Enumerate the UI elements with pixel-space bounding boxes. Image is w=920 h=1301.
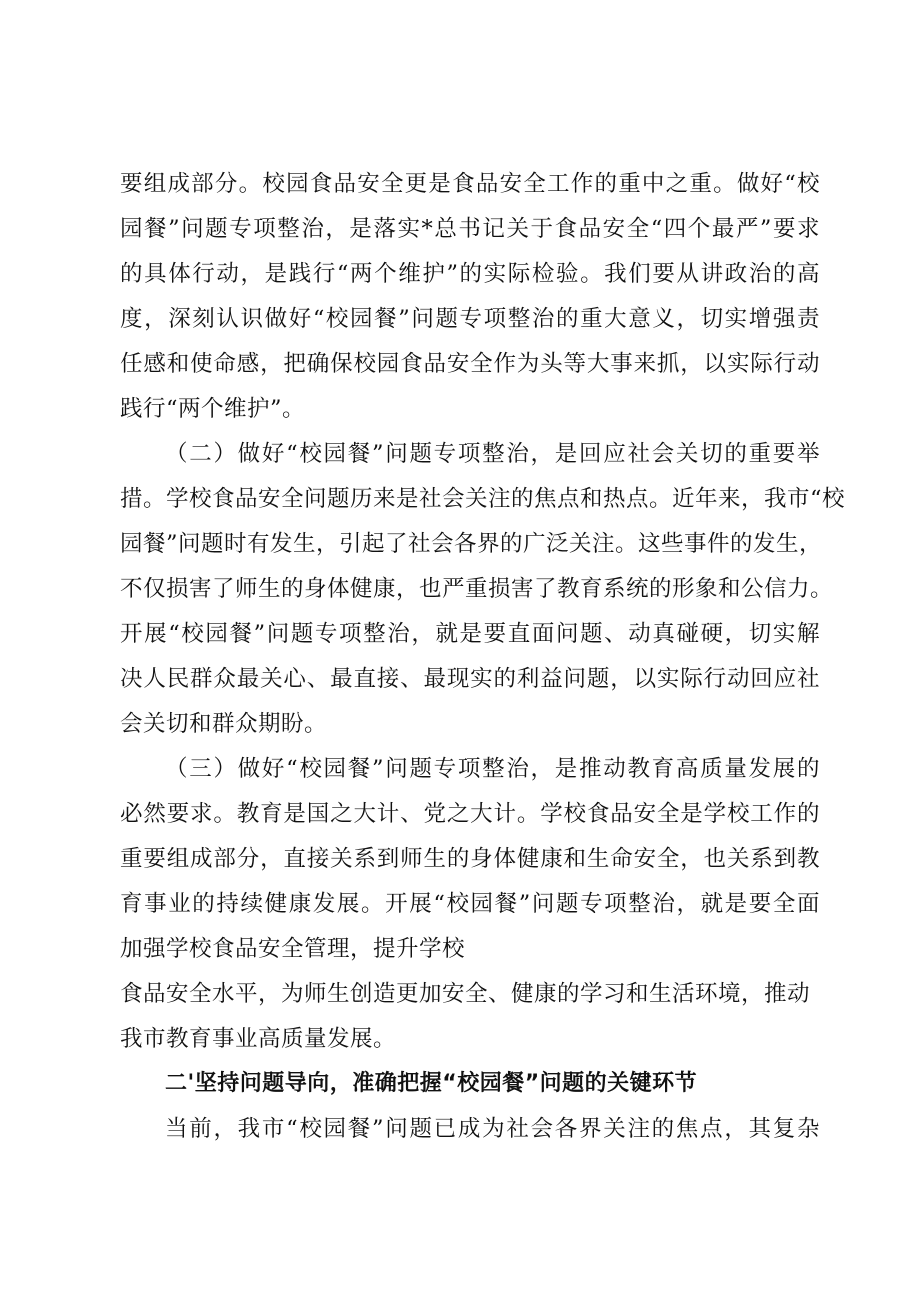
- text-line: 加强学校食品安全管理，提升学校: [120, 936, 466, 962]
- text-line: 践行“两个维护”。: [120, 396, 306, 422]
- text-line: 重要组成部分，直接关系到师生的身体健康和生命安全，也关系到教: [120, 846, 820, 872]
- text-line: 要组成部分。校园食品安全更是食品安全工作的重中之重。做好“校: [120, 171, 820, 197]
- text-line: 的具体行动，是践行“两个维护”的实际检验。我们要从讲政治的高: [120, 261, 820, 287]
- text-line: 措。学校食品安全问题历来是社会关注的焦点和热点。近年来，我市“校: [120, 486, 846, 512]
- text-line: 必然要求。教育是国之大计、党之大计。学校食品安全是学校工作的: [120, 801, 820, 827]
- text-line: （二）做好“校园餐”问题专项整治，是回应社会关切的重要举: [165, 441, 820, 467]
- text-line: 任感和使命感，把确保校园食品安全作为头等大事来抓，以实际行动: [120, 351, 820, 377]
- text-line: 园餐”问题时有发生，引起了社会各界的广泛关注。这些事件的发生，: [120, 531, 823, 557]
- text-line: （三）做好“校园餐”问题专项整治，是推动教育高质量发展的: [165, 756, 820, 782]
- text-line: 度，深刻认识做好“校园餐”问题专项整治的重大意义，切实增强责: [120, 306, 820, 332]
- text-line: 园餐”问题专项整治，是落实*总书记关于食品安全“四个最严”要求: [120, 216, 820, 242]
- text-line: 育事业的持续健康发展。开展“校园餐”问题专项整治，就是要全面: [120, 891, 820, 917]
- section-heading: 二'坚持问题导向，准确把握“校园餐”问题的关键环节: [165, 1071, 698, 1096]
- text-line: 我市教育事业高质量发展。: [120, 1026, 397, 1052]
- text-line: 开展“校园餐”问题专项整治，就是要直面问题、动真碰硬，切实解: [120, 621, 820, 647]
- text-line: 不仅损害了师生的身体健康，也严重损害了教育系统的形象和公信力。: [120, 576, 834, 602]
- text-line: 决人民群众最关心、最直接、最现实的利益问题，以实际行动回应社: [120, 666, 820, 692]
- text-line: 当前，我市“校园餐”问题已成为社会各界关注的焦点，其复杂: [165, 1116, 820, 1142]
- text-line: 食品安全水平，为师生创造更加安全、健康的学习和生活环境，推动: [120, 981, 811, 1007]
- text-line: 会关切和群众期盼。: [120, 711, 328, 737]
